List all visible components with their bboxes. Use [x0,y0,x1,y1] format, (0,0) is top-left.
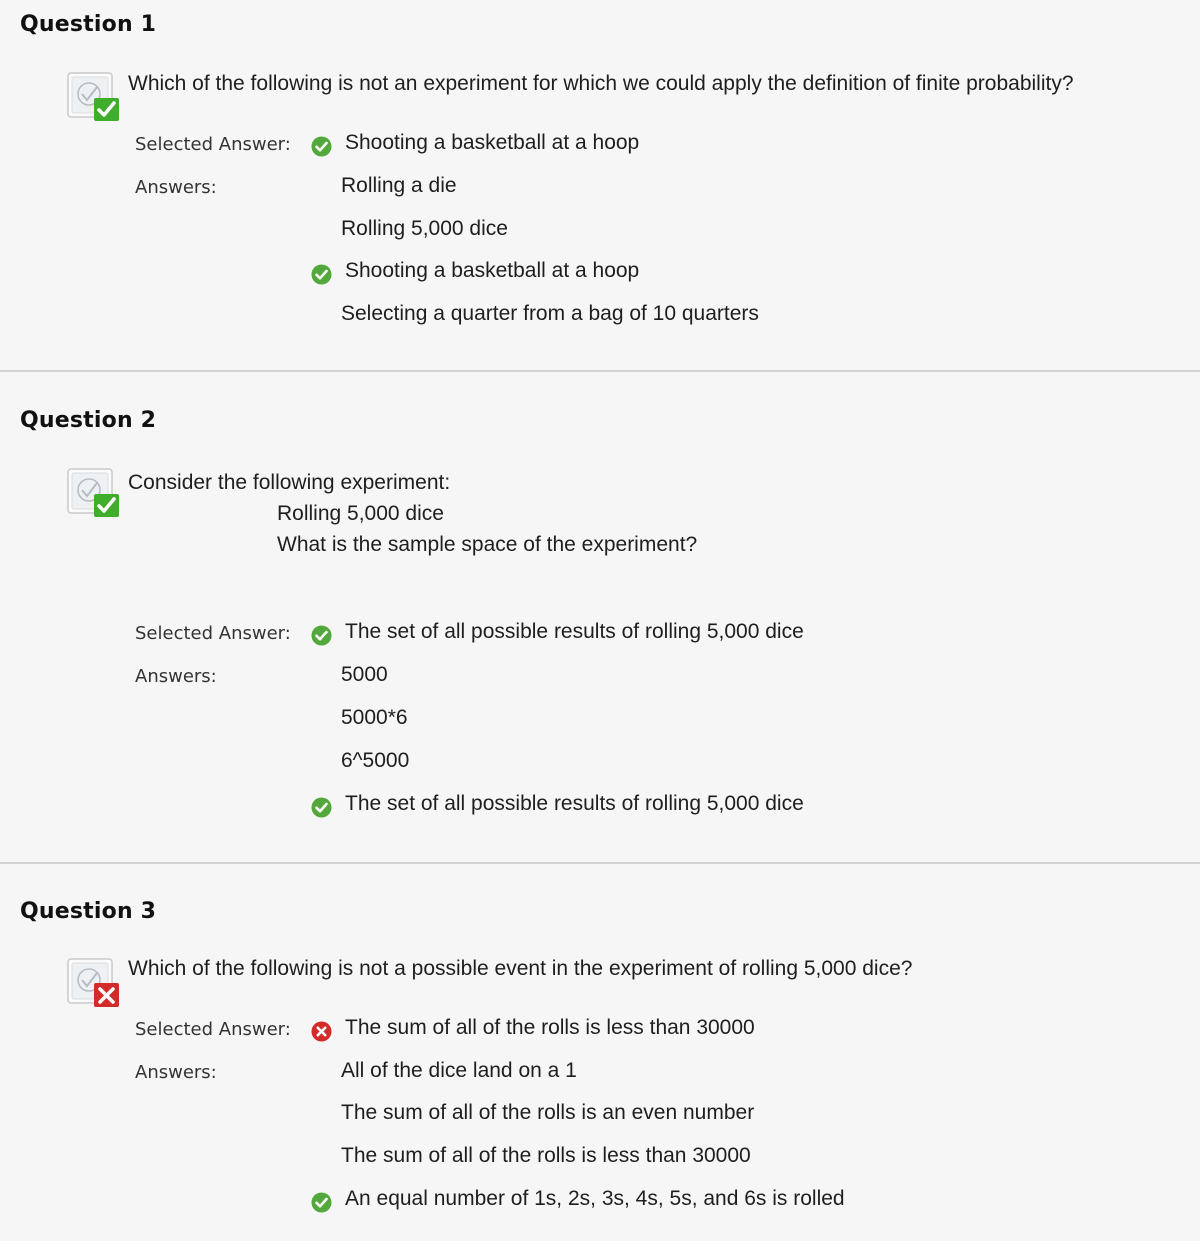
check-circle-icon [311,264,332,285]
correct-status-icon [67,466,123,520]
answers-label: Answers: [135,666,217,687]
incorrect-status-icon [67,956,123,1010]
answer-option: Selecting a quarter from a bag of 10 quarters [341,302,759,325]
question-prompt: Which of the following is not a possible event in the experiment of rolling 5,000 dice? [128,957,913,980]
check-circle-icon [311,797,332,818]
question-prompt-line: What is the sample space of the experiment? [277,533,698,556]
selected-answer-text: The set of all possible results of rolling 5,000 dice [345,620,804,643]
check-circle-icon [311,625,332,646]
answer-option-correct: Shooting a basketball at a hoop [345,259,640,282]
answer-option: 6^5000 [341,749,410,772]
question-divider [0,370,1200,372]
selected-answer-text: The sum of all of the rolls is less than 30000 [345,1016,755,1039]
selected-answer-label: Selected Answer: [135,623,291,644]
answer-option: Rolling a die [341,174,457,197]
answer-option-correct: The set of all possible results of rolling 5,000 dice [345,792,804,815]
question-title: Question 3 [20,899,157,924]
answer-option: 5000 [341,663,388,686]
answers-label: Answers: [135,177,217,198]
answer-option-correct: An equal number of 1s, 2s, 3s, 4s, 5s, and 6s is rolled [345,1187,845,1210]
answer-option: 5000*6 [341,706,408,729]
question-prompt: Consider the following experiment: [128,471,451,494]
selected-answer-label: Selected Answer: [135,1019,291,1040]
answers-label: Answers: [135,1062,217,1083]
check-circle-icon [311,1192,332,1213]
answer-option: All of the dice land on a 1 [341,1059,577,1082]
answer-option: The sum of all of the rolls is an even number [341,1101,755,1124]
question-divider [0,862,1200,864]
correct-status-icon [67,70,123,124]
question-title: Question 2 [20,408,157,433]
answer-option: The sum of all of the rolls is less than 30000 [341,1144,751,1167]
selected-answer-text: Shooting a basketball at a hoop [345,131,640,154]
x-circle-icon [311,1021,332,1042]
selected-answer-label: Selected Answer: [135,134,291,155]
question-title: Question 1 [20,12,157,37]
question-prompt-line: Rolling 5,000 dice [277,502,444,525]
answer-option: Rolling 5,000 dice [341,217,508,240]
question-prompt: Which of the following is not an experiment for which we could apply the definition of finite probability? [128,72,1074,95]
check-circle-icon [311,136,332,157]
